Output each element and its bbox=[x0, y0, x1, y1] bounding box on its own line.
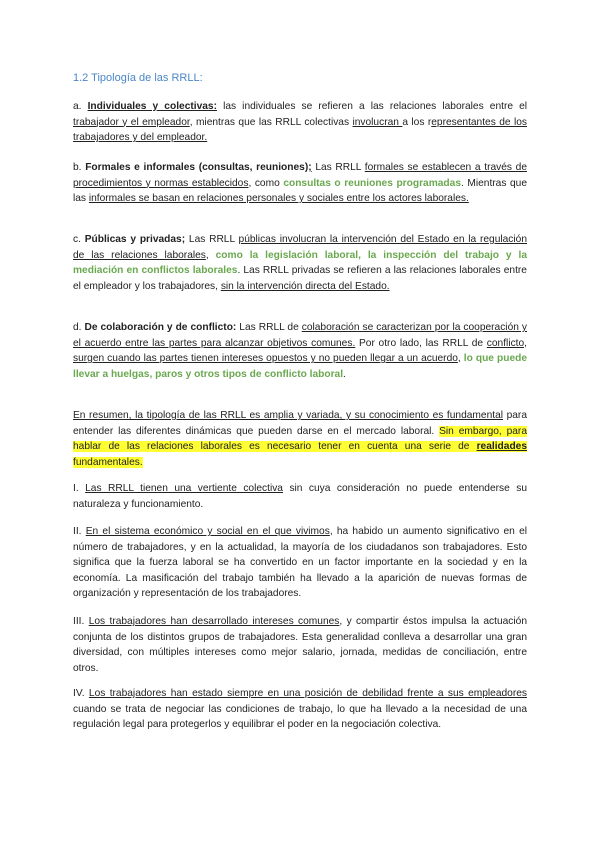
text-run: trabajador y el empleador bbox=[73, 116, 190, 128]
text-run: informales se basan en relaciones personales y sociales entre los actores laborales. bbox=[88, 193, 469, 205]
text-run: cuando se trata de negociar las condiciones de trabajo, lo que ha llevado a la necesidad de una regulación legal para protegerlos y equilibrar el poder en la negociación colectiva. bbox=[73, 703, 527, 731]
text-run: c. bbox=[73, 234, 85, 245]
text-run: , ha habido un aumento significativo en el número de trabajadores, y en la actualidad, la mayoría de los ciudadanos son trabajadores. Esto significa que la fuerza laboral se ha convertido en un factor importante en la sociedad y en la economía. La masificación del trabajo también ha llevado a la aparición de nuevas formas de organización y representación de los trabajadores. bbox=[73, 526, 527, 600]
text-run: , y compartir éstos impulsa la actuación conjunta de los distintos grupos de trabajadores. Esta generalidad conlleva a desarrollar una gran diversidad, con múltiples intereses como mejor salario, jornada, medidas de conciliación, entre otros. bbox=[73, 616, 527, 674]
text-run: . Mientras que las bbox=[73, 177, 527, 205]
text-run: Las RRLL de bbox=[236, 322, 302, 333]
text-run: las individuales se refieren a las relaciones laborales entre el bbox=[216, 101, 528, 112]
text-run: b. bbox=[73, 162, 86, 173]
text-run: fundamentales. bbox=[73, 456, 143, 468]
text-run: consultas o reuniones programadas bbox=[283, 177, 461, 189]
paragraph-realidad-I bbox=[73, 481, 527, 512]
text-run: Sin embargo, para hablar de las relaciones laborales es necesario tener en cuenta una serie de bbox=[73, 425, 527, 453]
text-run: , bbox=[457, 353, 464, 365]
text-run: conflicto, surgen cuando las partes tienen intereses opuestos y no pueden llegar a un acuerdo bbox=[73, 337, 527, 365]
text-run: a. bbox=[73, 101, 88, 112]
paragraph-formales-informales bbox=[73, 160, 527, 207]
text-run: como la legislación laboral, la inspección del trabajo y la mediación en conflictos laborales bbox=[73, 249, 527, 277]
paragraph-resumen bbox=[73, 408, 527, 470]
text-run: Los trabajadores han desarrollado intereses comunes bbox=[88, 616, 340, 627]
text-run: Públicas y privadas; bbox=[84, 234, 186, 245]
text-run: Formales e informales (consultas, reuniones) bbox=[85, 162, 309, 173]
text-run: Los trabajadores han estado siempre en una posición de debilidad frente a sus empleadores bbox=[88, 688, 527, 699]
text-run: III. bbox=[73, 616, 89, 627]
paragraph-colaboracion-conflicto bbox=[73, 320, 527, 382]
section-heading: 1.2 Tipología de las RRLL: bbox=[73, 72, 203, 84]
text-run: públicas involucran la intervención del Estado en la regulación de las relaciones laborales bbox=[73, 234, 527, 261]
text-run: para entender las diferentes dinámicas que pueden darse en el mercado laboral. bbox=[73, 410, 527, 437]
text-run: sin cuya consideración no puede entenderse su naturaleza y funcionamiento. bbox=[73, 483, 527, 510]
text-run: d. bbox=[73, 322, 85, 333]
text-run: . Las RRLL privadas se refieren a las relaciones laborales entre el empleador y los trabajadores, bbox=[73, 265, 527, 292]
paragraph-realidad-II bbox=[73, 524, 527, 602]
text-run: II. bbox=[73, 526, 86, 537]
text-run: a los r bbox=[402, 116, 432, 128]
text-run: ; bbox=[308, 162, 312, 173]
paragraph-realidad-III bbox=[73, 614, 527, 676]
text-run: formales se establecen a través de procedimientos y normas establecidos bbox=[73, 162, 527, 189]
text-run: Individuales y colectivas: bbox=[87, 101, 217, 112]
text-run: Las RRLL bbox=[185, 234, 239, 245]
paragraph-publicas-privadas bbox=[73, 232, 527, 294]
text-run: En el sistema económico y social en el que vivimos bbox=[85, 526, 330, 537]
text-run: lo que puede llevar a huelgas, paros y otros tipos de conflicto laboral bbox=[73, 353, 528, 380]
text-run: En resumen, la tipología de las RRLL es amplia y variada, y su conocimiento es fundamental bbox=[73, 410, 504, 421]
paragraph-realidad-IV bbox=[73, 686, 527, 733]
text-run: realidades bbox=[476, 441, 527, 453]
text-run: , mientras que las RRLL colectivas bbox=[189, 116, 353, 128]
text-run: , como bbox=[248, 177, 284, 189]
paragraph-individual-colectivas bbox=[73, 99, 527, 146]
text-run: sin la intervención directa del Estado. bbox=[220, 280, 390, 292]
text-run: Por otro lado, las RRLL de bbox=[355, 337, 487, 349]
text-run: IV. bbox=[73, 688, 89, 699]
text-run: De colaboración y de conflicto: bbox=[84, 322, 237, 333]
text-run: involucran bbox=[352, 116, 403, 128]
text-run: epresentantes de los trabajadores y del empleador. bbox=[73, 116, 527, 144]
text-run: I. bbox=[73, 483, 86, 494]
text-run: colaboración se caracterizan por la cooperación y el acuerdo entre las partes para alcanzar objetivos comunes. bbox=[73, 322, 527, 349]
text-run: Las RRLL bbox=[311, 162, 365, 173]
text-run: Las RRLL tienen una vertiente colectiva bbox=[85, 483, 283, 494]
text-run: . bbox=[343, 368, 346, 380]
text-run: , bbox=[205, 249, 216, 261]
